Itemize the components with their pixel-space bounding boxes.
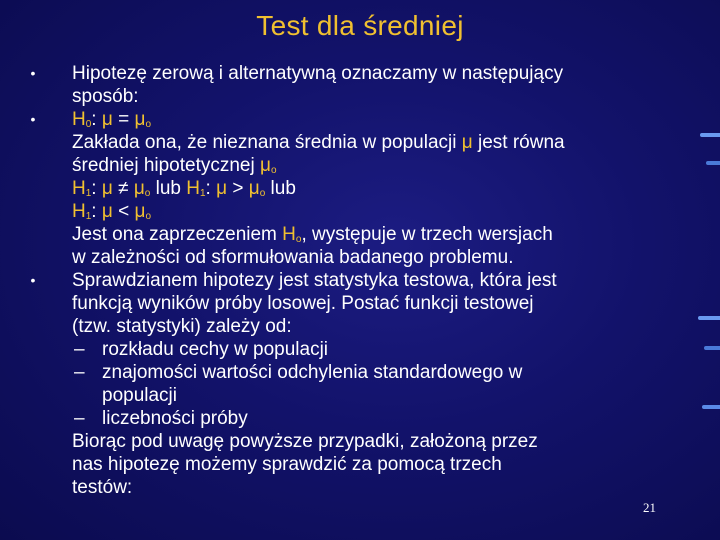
- mu-symbol: μ: [101, 178, 113, 199]
- operator: <: [118, 201, 130, 222]
- mu-symbol: μ: [133, 178, 145, 199]
- subscript: 0: [85, 119, 92, 130]
- decorative-bar: [704, 346, 720, 350]
- subscript: o: [145, 211, 151, 222]
- separator: :: [91, 109, 97, 130]
- dash-icon: –: [74, 408, 85, 429]
- subscript: o: [270, 165, 277, 176]
- subscript: 1: [199, 188, 206, 199]
- mu-symbol: μ: [134, 109, 146, 130]
- mu-symbol: μ: [461, 132, 473, 153]
- mu-symbol: μ: [101, 109, 113, 130]
- text: Zakłada ona, że nieznana średnia w populacji: [72, 132, 457, 153]
- mu-symbol: μ: [260, 155, 271, 176]
- bullet-icon: •: [30, 272, 36, 288]
- mu-symbol: μ: [134, 201, 146, 222]
- dash-icon: –: [74, 362, 85, 383]
- text-line: nas hipotezę możemy sprawdzić za pomocą trzech: [72, 454, 502, 475]
- bullet-item: [24, 269, 684, 338]
- sub-item: [24, 338, 684, 361]
- subscript: o: [145, 119, 151, 130]
- decorative-bar: [702, 405, 720, 409]
- text-line: funkcją wyników próby losowej. Postać funkcji testowej: [72, 293, 534, 314]
- subscript: o: [144, 188, 151, 199]
- text-line: [72, 131, 684, 154]
- hypothesis-symbol: H: [282, 224, 296, 245]
- text-line: [72, 223, 684, 246]
- decorative-bar: [698, 316, 720, 320]
- alt-hypothesis-line: [72, 177, 684, 200]
- text-line: populacji: [102, 385, 177, 406]
- text: lub: [155, 178, 181, 199]
- dash-icon: –: [74, 339, 85, 360]
- sub-item: [24, 407, 684, 430]
- slide-content: [24, 62, 684, 499]
- text: lub: [270, 178, 296, 199]
- subscript: 1: [85, 211, 92, 222]
- bullet-icon: •: [30, 111, 36, 127]
- bullet-item: [24, 108, 684, 269]
- alt-hypothesis-line: [72, 200, 684, 223]
- text-line: Sprawdzianem hipotezy jest statystyka testowa, która jest: [72, 270, 557, 291]
- hypothesis-symbol: H: [72, 201, 86, 222]
- operator: ≠: [118, 178, 129, 199]
- text-line: [72, 154, 684, 177]
- separator: :: [91, 201, 97, 222]
- text-line: rozkładu cechy w populacji: [102, 339, 329, 360]
- operator: =: [118, 109, 130, 130]
- null-hypothesis: [72, 108, 684, 131]
- text-line: znajomości wartości odchylenia standardowego w: [102, 362, 523, 383]
- text: jest równa: [478, 132, 565, 153]
- bullet-item: [24, 62, 684, 108]
- mu-symbol: μ: [216, 178, 228, 199]
- subscript: o: [259, 188, 266, 199]
- separator: :: [91, 178, 97, 199]
- text-line: Hipotezę zerową i alternatywną oznaczamy w następujący: [72, 63, 564, 84]
- decorative-bar: [706, 161, 720, 165]
- text-line: Biorąc pod uwagę powyższe przypadki, założoną przez: [72, 431, 538, 452]
- mu-symbol: μ: [248, 178, 260, 199]
- operator: >: [232, 178, 244, 199]
- sub-item: [24, 361, 684, 407]
- text-line: (tzw. statystyki) zależy od:: [72, 316, 292, 337]
- text: średniej hipotetycznej: [72, 155, 255, 176]
- text-line: sposób:: [72, 86, 139, 107]
- text-line: w zależności od sformułowania badanego problemu.: [72, 247, 514, 268]
- hypothesis-symbol: H: [72, 178, 86, 199]
- text: , występuje w trzech wersjach: [301, 224, 553, 245]
- text: Jest ona zaprzeczeniem: [72, 224, 277, 245]
- closing-paragraph: [24, 430, 684, 499]
- page-number: 21: [643, 500, 656, 515]
- hypothesis-symbol: H: [186, 178, 200, 199]
- mu-symbol: μ: [101, 201, 113, 222]
- hypothesis-symbol: H: [72, 109, 86, 130]
- separator: :: [205, 178, 211, 199]
- page-title: Test dla średniej: [256, 10, 464, 41]
- subscript: 1: [85, 188, 92, 199]
- subscript: o: [295, 234, 302, 245]
- bullet-icon: •: [30, 65, 36, 81]
- text-line: testów:: [72, 477, 133, 498]
- decorative-bar: [700, 133, 720, 137]
- text-line: liczebności próby: [102, 408, 248, 429]
